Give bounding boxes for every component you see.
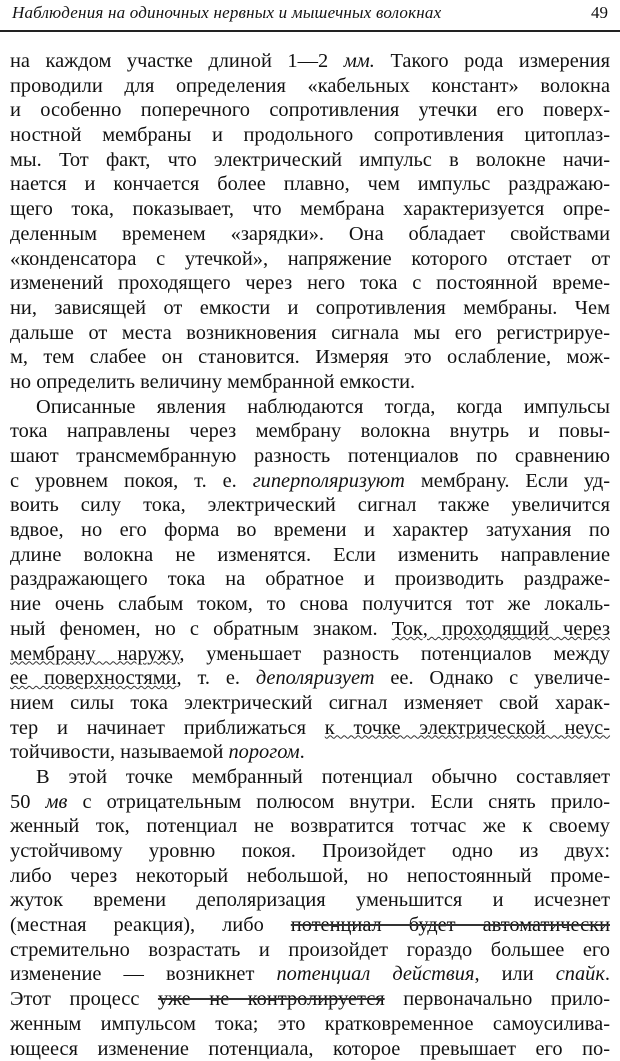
italic-term: гиперполяризуют	[253, 470, 405, 492]
text-line	[10, 913, 610, 938]
annotated-text: ее поверхностями	[10, 667, 177, 689]
text-segment: устойчивому уровню покоя. Произойдет одно из двух:	[10, 840, 610, 862]
running-title: Наблюдения на одиночных нервных и мышечных волокнах	[12, 3, 441, 23]
text-line	[10, 814, 610, 839]
text-segment: воить силу тока, электрический сигнал также увеличится	[10, 494, 610, 516]
text-segment: длине волокна не изменятся. Если изменить направление	[10, 544, 610, 566]
text-line	[10, 172, 610, 197]
text-segment: стремительно возрастать и произойдет гораздо большее его	[10, 939, 610, 961]
text-segment: жуток времени деполяризация уменьшится и исчезнет	[10, 889, 610, 911]
text-line	[10, 469, 610, 494]
text-segment: женным импульсом тока; это кратковременное самоусилива-	[10, 1013, 610, 1035]
text-line	[10, 321, 610, 346]
text-line	[10, 123, 610, 148]
running-header	[0, 0, 620, 32]
text-line	[10, 49, 610, 74]
text-line	[10, 642, 610, 667]
annotated-text: потенциал будет автоматически	[291, 914, 610, 936]
text-segment: , или	[474, 963, 555, 985]
text-segment: но определить величину мембранной емкости.	[10, 371, 415, 393]
text-line	[10, 716, 610, 741]
text-segment: (местная реакция), либо	[10, 914, 291, 936]
italic-term: мм.	[344, 50, 375, 72]
text-line	[10, 740, 610, 765]
annotated-text: к точке электрической неус-	[325, 717, 610, 739]
text-segment: либо через некоторый небольшой, но непостоянный проме-	[10, 865, 610, 887]
page-number: 49	[591, 3, 608, 23]
text-line	[10, 864, 610, 889]
text-segment: ее. Однако с увеличе-	[375, 667, 611, 689]
text-line	[10, 1037, 610, 1061]
text-segment: , уменьшает разность потенциалов между	[179, 643, 610, 665]
text-line	[10, 395, 610, 420]
text-segment: м, тем слабее он становится. Измеряя это ослабление, мож-	[10, 346, 610, 368]
text-segment: , т. е.	[177, 667, 256, 689]
text-segment: Такого рода измерения	[375, 50, 610, 72]
annotated-text: мембрану наружу	[10, 643, 179, 665]
text-line	[10, 222, 610, 247]
text-segment: и особенно поперечного сопротивления утечки его поверх-	[10, 99, 610, 121]
text-segment: ющееся изменение потенциала, которое превышает его по-	[10, 1038, 610, 1060]
text-segment: Этот процесс	[10, 988, 158, 1010]
text-segment: раздражающего тока на обратное и производить раздраже-	[10, 568, 610, 590]
text-line	[10, 987, 610, 1012]
text-line	[10, 543, 610, 568]
text-line	[10, 345, 610, 370]
text-segment: изменений проходящего через него тока с постоянной време-	[10, 272, 610, 294]
text-segment: нается и кончается более плавно, чем импульс раздражаю-	[10, 173, 610, 195]
text-line	[10, 74, 610, 99]
text-line	[10, 938, 610, 963]
text-line	[10, 197, 610, 222]
italic-term: мв	[45, 791, 67, 813]
text-segment: на каждом участке длиной 1—2	[10, 50, 344, 72]
italic-term: потенциал действия	[276, 963, 474, 985]
text-segment: тер и начинает приближаться	[10, 717, 325, 739]
text-line	[10, 518, 610, 543]
text-segment: тойчивости, называемой	[10, 741, 228, 763]
text-segment: .	[605, 963, 610, 985]
text-segment: ностной мембраны и продольного сопротивления цитоплаз-	[10, 124, 610, 146]
text-segment: мы. Тот факт, что электрический импульс в волокне начи-	[10, 149, 610, 171]
text-line	[10, 493, 610, 518]
text-line	[10, 962, 610, 987]
text-segment: ние очень слабым током, то снова получится тот же локаль-	[10, 593, 610, 615]
text-line	[10, 444, 610, 469]
body-text	[10, 49, 610, 1061]
annotated-text: Ток, проходящий через	[392, 618, 610, 640]
text-line	[10, 419, 610, 444]
text-line	[10, 765, 610, 790]
text-segment: изменение — возникнет	[10, 963, 276, 985]
text-segment: Описанные явления наблюдаются тогда, когда импульсы	[36, 396, 610, 418]
italic-term: спайк	[556, 963, 605, 985]
text-line	[10, 148, 610, 173]
text-segment: с отрицательным полюсом внутри. Если снять прило-	[67, 791, 610, 813]
text-segment: деленным временем «зарядки». Она обладает свойствами	[10, 223, 610, 245]
text-line	[10, 617, 610, 642]
text-segment: нием силы тока электрический сигнал изменяет свой харак-	[10, 692, 610, 714]
text-segment: мембрану. Если уд-	[405, 470, 610, 492]
italic-term: деполяризует	[256, 667, 375, 689]
text-line	[10, 888, 610, 913]
text-segment: тока направлены через мембрану волокна внутрь и повы-	[10, 420, 610, 442]
text-segment: шают трансмембранную разность потенциалов по сравнению	[10, 445, 610, 467]
text-segment: вдвое, но его форма во времени и характер затухания по	[10, 519, 610, 541]
text-line	[10, 296, 610, 321]
text-segment: В этой точке мембранный потенциал обычно составляет	[36, 766, 610, 788]
text-line	[10, 247, 610, 272]
text-line	[10, 666, 610, 691]
italic-term: порогом	[228, 741, 299, 763]
text-line	[10, 567, 610, 592]
text-line	[10, 592, 610, 617]
annotated-text: уже не контролируется	[158, 988, 385, 1010]
text-line	[10, 790, 610, 815]
text-line	[10, 691, 610, 716]
text-segment: «конденсатора с утечкой», напряжение которого отстает от	[10, 248, 610, 270]
text-line	[10, 98, 610, 123]
text-segment: .	[300, 741, 305, 763]
text-line	[10, 370, 610, 395]
text-segment: с уровнем покоя, т. е.	[10, 470, 253, 492]
text-line	[10, 839, 610, 864]
text-segment: дальше от места возникновения сигнала мы его регистрируе-	[10, 322, 610, 344]
text-line	[10, 271, 610, 296]
text-segment: ный феномен, но с обратным знаком.	[10, 618, 392, 640]
text-segment: ни, зависящей от емкости и сопротивления мембраны. Чем	[10, 297, 610, 319]
text-segment: проводили для определения «кабельных констант» волокна	[10, 75, 610, 97]
text-segment: женный ток, потенциал не возвратится тотчас же к своему	[10, 815, 610, 837]
text-segment: 50	[10, 791, 45, 813]
text-segment: щего тока, показывает, что мембрана характеризуется опре-	[10, 198, 610, 220]
text-segment: первоначально прило-	[385, 988, 610, 1010]
text-line	[10, 1012, 610, 1037]
